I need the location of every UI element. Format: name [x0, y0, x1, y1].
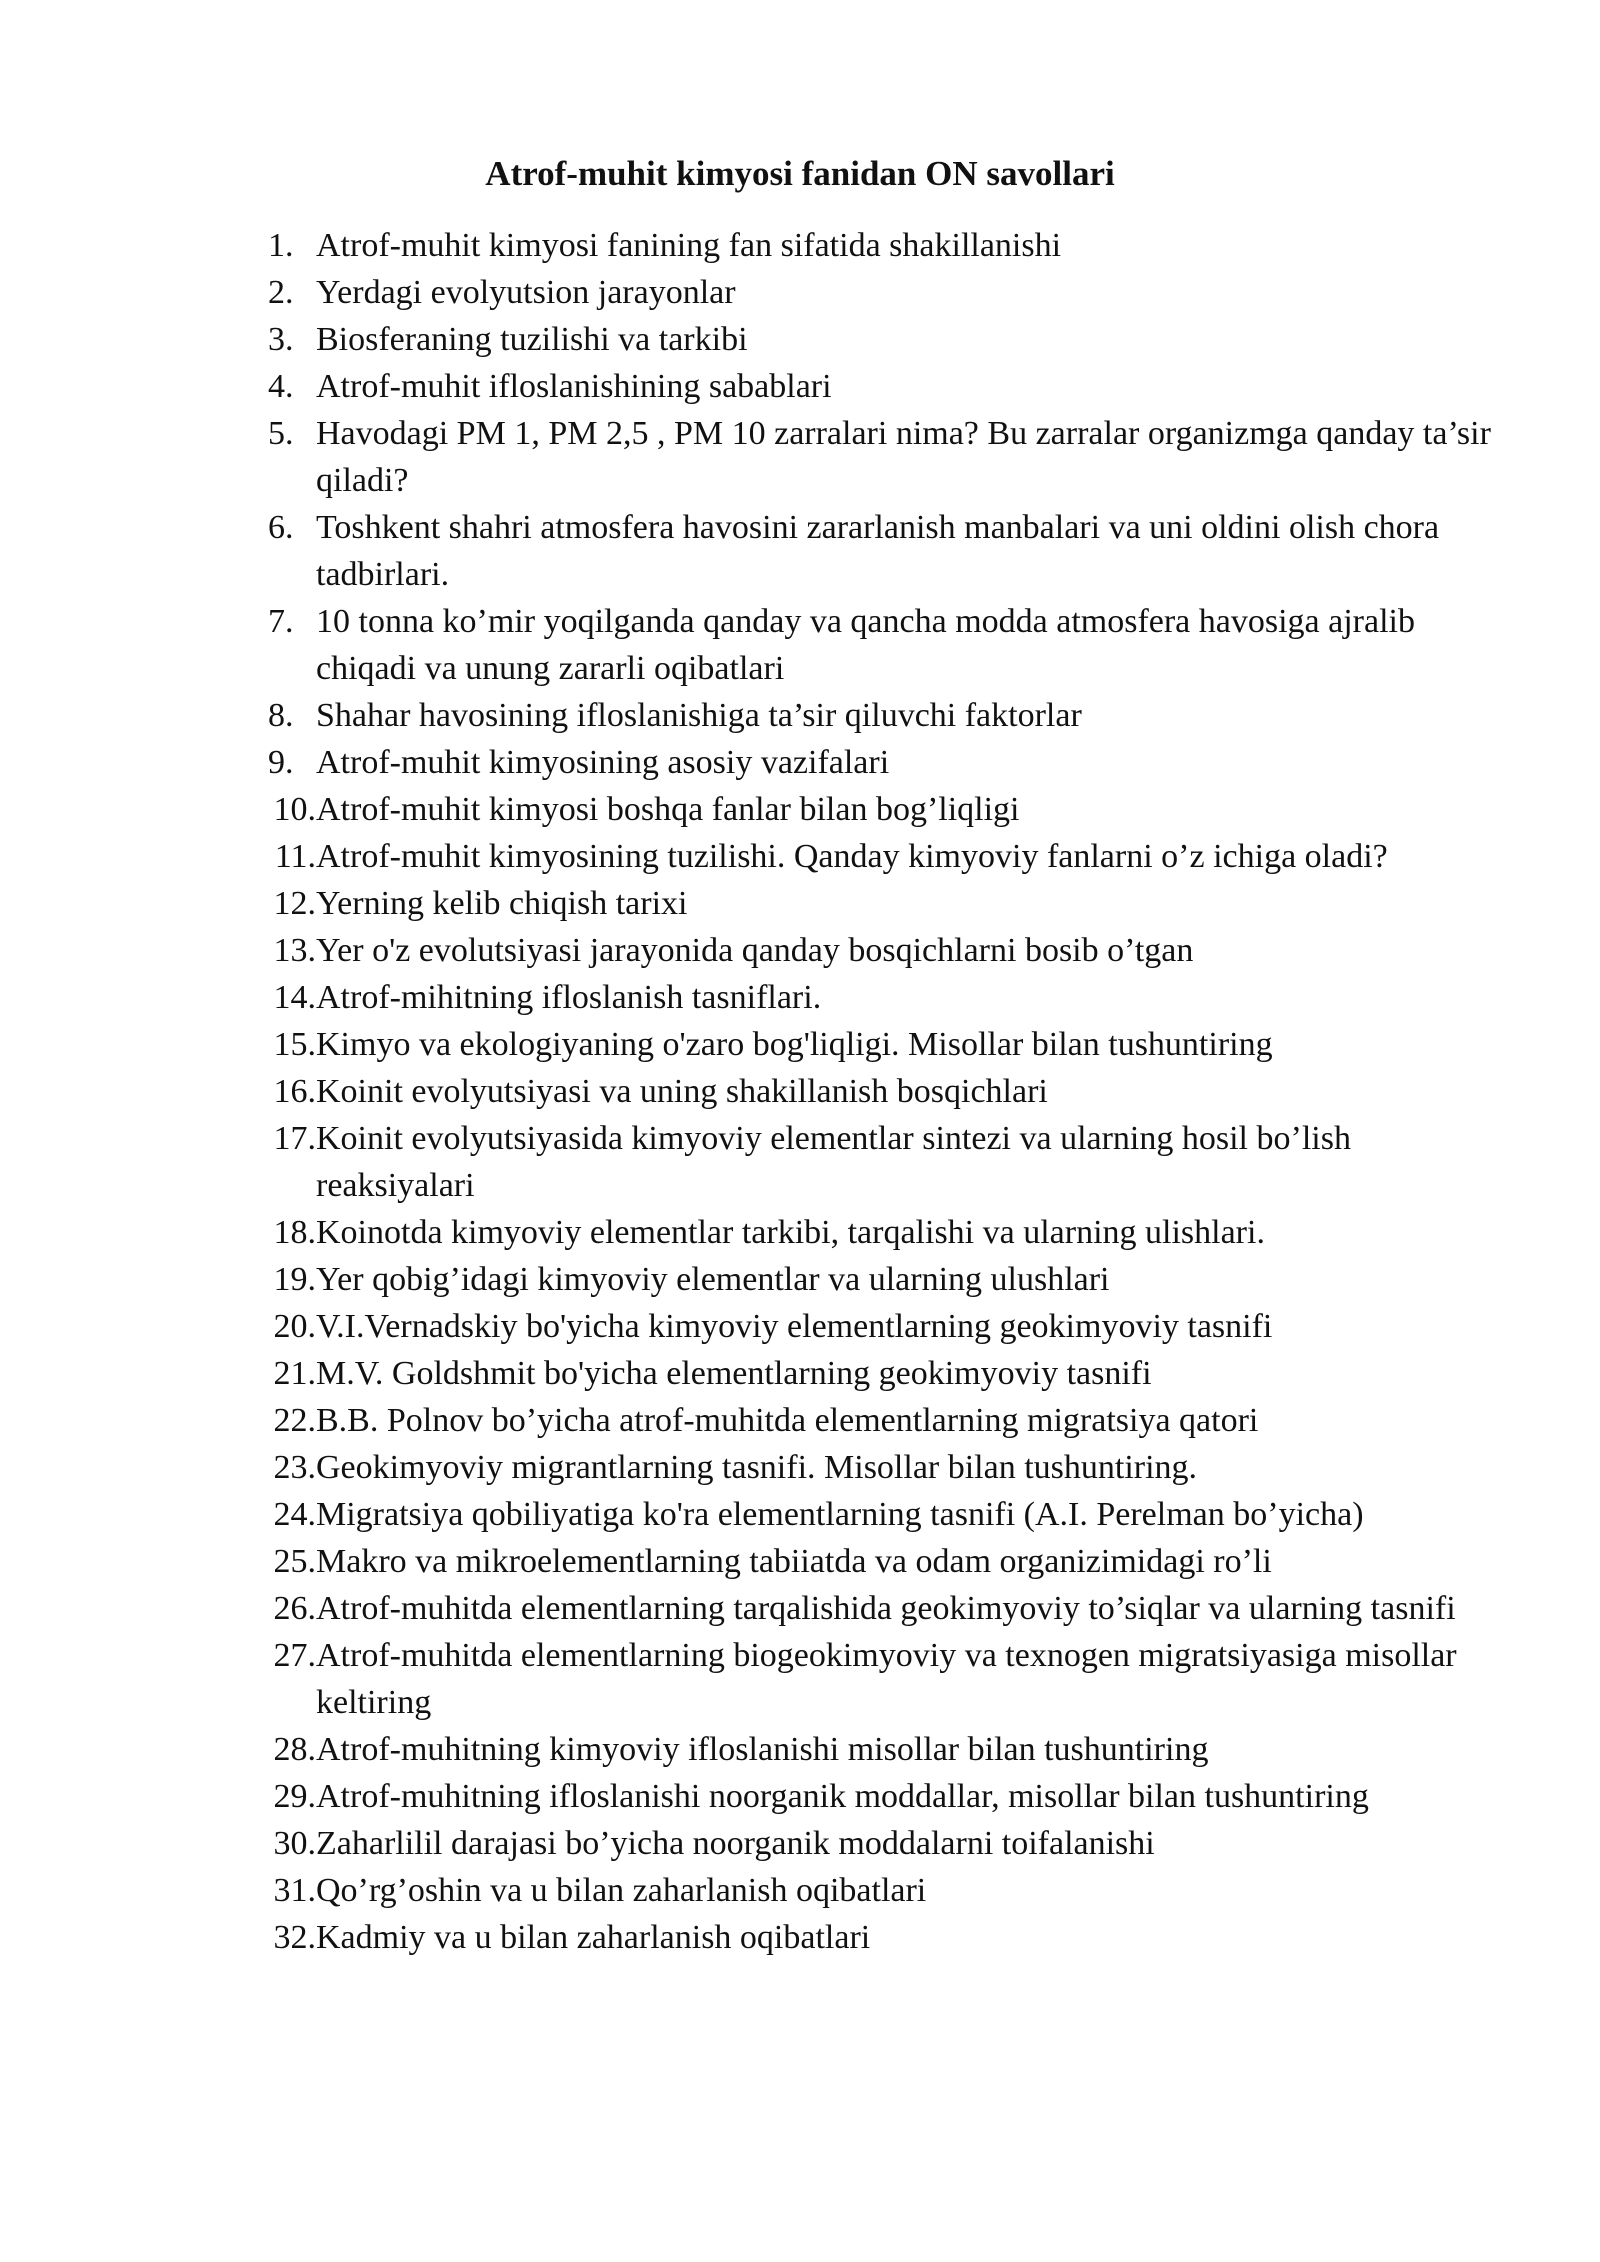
question-item [264, 1350, 1504, 1397]
question-text: Atrof-muhitning kimyoviy ifloslanishi misollar bilan tushuntiring [316, 1731, 1209, 1768]
question-item [264, 1632, 1504, 1726]
question-text: Biosferaning tuzilishi va tarkibi [316, 321, 748, 358]
question-number: 8. [268, 697, 294, 734]
question-number: 1. [268, 227, 294, 264]
question-item [264, 974, 1504, 1021]
question-item [264, 1726, 1504, 1773]
question-item [264, 1820, 1504, 1867]
question-number: 11. [274, 838, 316, 875]
question-item [264, 1585, 1504, 1632]
question-number: 28. [273, 1731, 316, 1768]
question-item [264, 927, 1504, 974]
question-text: Atrof-muhitda elementlarning tarqalishida geokimyoviy to’siqlar va ularning tasnifi [316, 1590, 1456, 1627]
question-text: Qo’rg’oshin va u bilan zaharlanish oqibatlari [316, 1872, 927, 1909]
question-item [264, 880, 1504, 927]
question-number: 18. [273, 1214, 316, 1251]
question-list [264, 222, 1504, 1961]
question-text: Geokimyoviy migrantlarning tasnifi. Misollar bilan tushuntiring. [316, 1449, 1198, 1486]
question-text: 10 tonna ko’mir yoqilganda qanday va qancha modda atmosfera havosiga ajralib chiqadi va unung zararli oqibatlari [316, 603, 1415, 687]
question-item [264, 786, 1504, 833]
question-item [264, 1209, 1504, 1256]
question-number: 15. [273, 1026, 316, 1063]
question-number: 27. [273, 1637, 316, 1674]
question-item [264, 363, 1504, 410]
question-number: 23. [273, 1449, 316, 1486]
question-text: Kadmiy va u bilan zaharlanish oqibatlari [316, 1919, 871, 1956]
question-text: Koinotda kimyoviy elementlar tarkibi, tarqalishi va ularning ulishlari. [316, 1214, 1265, 1251]
question-text: Yerning kelib chiqish tarixi [316, 885, 688, 922]
question-number: 31. [273, 1872, 316, 1909]
question-item [264, 1491, 1504, 1538]
question-number: 10. [273, 791, 316, 828]
question-number: 19. [273, 1261, 316, 1298]
question-number: 2. [268, 274, 294, 311]
question-number: 5. [268, 415, 294, 452]
question-number: 3. [268, 321, 294, 358]
question-number: 22. [273, 1402, 316, 1439]
question-item [264, 1303, 1504, 1350]
question-text: Koinit evolyutsiyasida kimyoviy elementlar sintezi va ularning hosil bo’lish reaksiyalari [316, 1120, 1351, 1204]
question-text: Yer qobig’idagi kimyoviy elementlar va ularning ulushlari [316, 1261, 1110, 1298]
question-item [264, 1068, 1504, 1115]
question-number: 13. [273, 932, 316, 969]
document-title: Atrof-muhit kimyosi fanidan ON savollari [485, 154, 1115, 193]
question-item [264, 1773, 1504, 1820]
question-number: 21. [273, 1355, 316, 1392]
question-text: Atrof-muhitning ifloslanishi noorganik moddallar, misollar bilan tushuntiring [316, 1778, 1369, 1815]
question-item [264, 1021, 1504, 1068]
question-text: Migratsiya qobiliyatiga ko'ra elementlarning tasnifi (A.I. Perelman bo’yicha) [316, 1496, 1364, 1533]
question-number: 25. [273, 1543, 316, 1580]
question-text: V.I.Vernadskiy bo'yicha kimyoviy elementlarning geokimyoviy tasnifi [316, 1308, 1273, 1345]
question-number: 12. [273, 885, 316, 922]
question-item [264, 222, 1504, 269]
question-text: Atrof-mihitning ifloslanish tasniflari. [316, 979, 822, 1016]
question-item [264, 1444, 1504, 1491]
question-number: 29. [273, 1778, 316, 1815]
question-item [264, 1115, 1504, 1209]
question-item [264, 1867, 1504, 1914]
question-item [264, 1538, 1504, 1585]
question-text: B.B. Polnov bo’yicha atrof-muhitda elementlarning migratsiya qatori [316, 1402, 1259, 1439]
question-text: Atrof-muhit ifloslanishining sabablari [316, 368, 832, 405]
question-item [264, 504, 1504, 598]
question-number: 9. [268, 744, 294, 781]
question-text: Havodagi PM 1, PM 2,5 , PM 10 zarralari nima? Bu zarralar organizmga qanday ta’sir qiladi? [316, 415, 1491, 499]
question-item [264, 1256, 1504, 1303]
question-text: Toshkent shahri atmosfera havosini zararlanish manbalari va uni oldini olish chora tadbirlari. [316, 509, 1440, 593]
question-text: Atrof-muhit kimyosining tuzilishi. Qanday kimyoviy fanlarni o’z ichiga oladi? [316, 838, 1388, 875]
question-item [264, 1397, 1504, 1444]
question-number: 16. [273, 1073, 316, 1110]
question-text: Atrof-muhit kimyosi boshqa fanlar bilan bog’liqligi [316, 791, 1020, 828]
question-text: Zaharlilil darajasi bo’yicha noorganik moddalarni toifalanishi [316, 1825, 1155, 1862]
question-number: 6. [268, 509, 294, 546]
question-number: 14. [273, 979, 316, 1016]
question-item [264, 739, 1504, 786]
question-text: Yer o'z evolutsiyasi jarayonida qanday bosqichlarni bosib o’tgan [316, 932, 1194, 969]
question-item [264, 692, 1504, 739]
question-text: Atrof-muhitda elementlarning biogeokimyoviy va texnogen migratsiyasiga misollar keltiring [316, 1637, 1457, 1721]
question-text: Makro va mikroelementlarning tabiiatda va odam organizimidagi ro’li [316, 1543, 1272, 1580]
question-item [264, 833, 1504, 880]
question-text: Koinit evolyutsiyasi va uning shakillanish bosqichlari [316, 1073, 1048, 1110]
question-number: 24. [273, 1496, 316, 1533]
question-text: Atrof-muhit kimyosining asosiy vazifalari [316, 744, 890, 781]
question-text: Shahar havosining ifloslanishiga ta’sir qiluvchi faktorlar [316, 697, 1082, 734]
question-number: 17. [273, 1120, 316, 1157]
question-text: Atrof-muhit kimyosi fanining fan sifatida shakillanishi [316, 227, 1062, 264]
question-text: Kimyo va ekologiyaning o'zaro bog'liqligi. Misollar bilan tushuntiring [316, 1026, 1273, 1063]
question-number: 30. [273, 1825, 316, 1862]
question-number: 32. [273, 1919, 316, 1956]
question-number: 4. [268, 368, 294, 405]
question-item [264, 1914, 1504, 1961]
question-number: 20. [273, 1308, 316, 1345]
question-text: M.V. Goldshmit bo'yicha elementlarning geokimyoviy tasnifi [316, 1355, 1152, 1392]
question-item [264, 316, 1504, 363]
question-item [264, 598, 1504, 692]
question-text: Yerdagi evolyutsion jarayonlar [316, 274, 736, 311]
question-number: 7. [268, 603, 294, 640]
question-number: 26. [273, 1590, 316, 1627]
question-item [264, 410, 1504, 504]
question-item [264, 269, 1504, 316]
